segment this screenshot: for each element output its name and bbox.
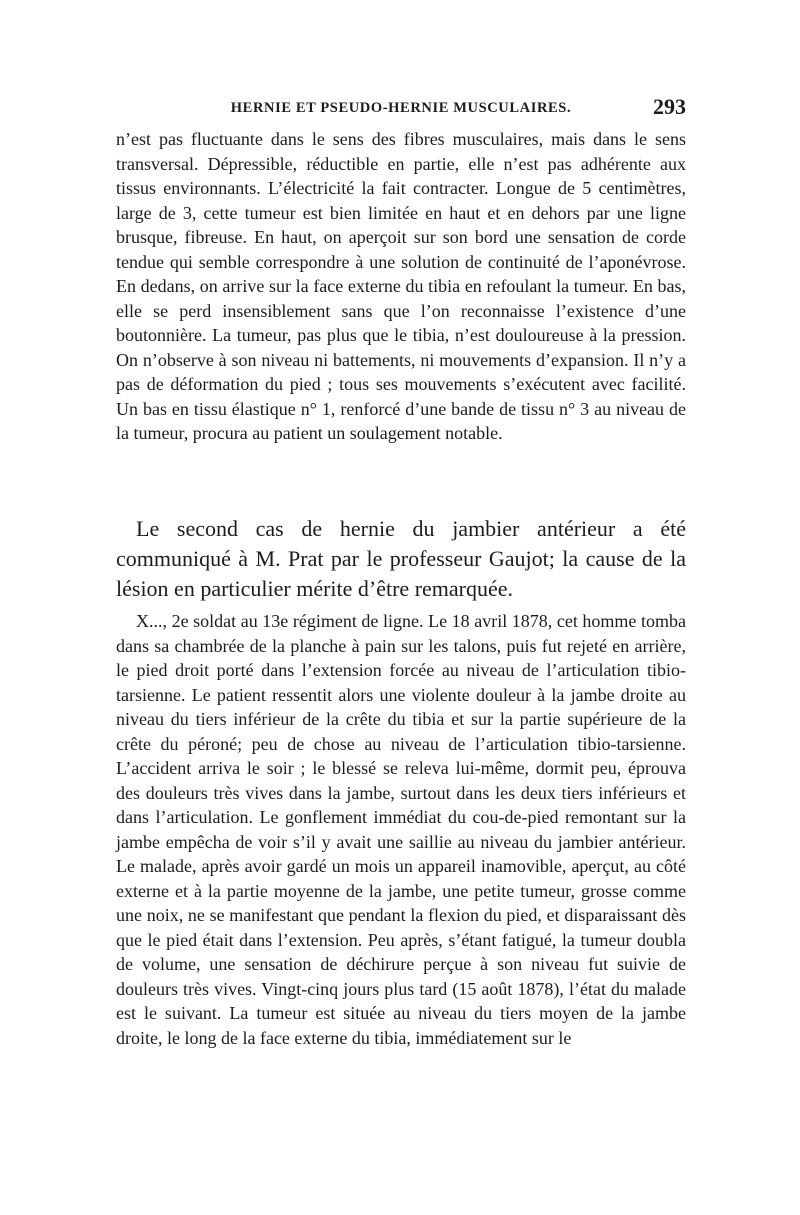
paragraph: Le second cas de hernie du jambier antérieur a été communiqué à M. Prat par le professeur Gaujot; la cause de la lésion en particulier mérite d’être remarquée. <box>116 516 686 601</box>
second-case-introduction <box>116 514 686 604</box>
running-title: HERNIE ET PSEUDO-HERNIE MUSCULAIRES. <box>230 100 572 116</box>
paragraph: X..., 2e soldat au 13e régiment de ligne. Le 18 avril 1878, cet homme tomba dans sa chambrée de la planche à pain sur les talons, puis fut rejeté en arrière, le pied droit porté dans l’extension forcée au niveau de l’articulation tibio-tarsienne. Le patient ressentit alors une violente douleur à la jambe droite au niveau du tiers inférieur de la crête du tibia et sur la partie supérieure de la crête du péroné; peu de chose au niveau de l’articulation tibio-tarsienne. L’accident arriva le soir ; le blessé se releva lui-même, dormit peu, éprouva des douleurs très vives dans la jambe, surtout dans les deux tiers inférieurs et dans l’articulation. Le gonflement immédiat du cou-de-pied remontant sur la jambe empêcha de voir s’il y avait une saillie au niveau du jambier antérieur. Le malade, après avoir gardé un mois un appareil inamovible, aperçut, au côté externe et à la partie moyenne de la jambe, une petite tumeur, grosse comme une noix, ne se manifestant que pendant la flexion du pied, et disparaissant dès que le pied était dans l’extension. Peu après, s’étant fatigué, la tumeur doubla de volume, une sensation de déchirure perçue à son niveau fut suivie de douleurs très vives. Vingt-cinq jours plus tard (15 août 1878), l’état du malade est le suivant. La tumeur est située au niveau du tiers moyen de la jambe droite, le long de la face externe du tibia, immédiatement sur le <box>116 611 686 1048</box>
running-header <box>116 92 686 122</box>
case-report-x <box>116 609 686 1050</box>
paragraph: n’est pas fluctuante dans le sens des fibres musculaires, mais dans le sens transversal. Dépressible, réductible en partie, elle n’est pas adhérente aux tissus environnants. L’électricité la fait contracter. Longue de 5 centimètres, large de 3, cette tumeur est bien limitée en haut et en dehors par une ligne brusque, fibreuse. En haut, on aperçoit sur son bord une sensation de corde tendue qui semble correspondre à une solution de continuité de l’aponévrose. En dedans, on arrive sur la face externe du tibia en refoulant la tumeur. En bas, elle se perd insensiblement sans que l’on reconnaisse l’existence d’une boutonnière. La tumeur, pas plus que le tibia, n’est douloureuse à la pression. On n’observe à son niveau ni battements, ni mouvements d’expansion. Il n’y a pas de déformation du pied ; tous ses mouvements s’exécutent avec facilité. Un bas en tissu élastique n° 1, renforcé d’une bande de tissu n° 3 au niveau de la tumeur, procura au patient un soulagement notable. <box>116 129 686 443</box>
case-description-continued <box>116 127 686 446</box>
page-number: 293 <box>653 94 686 119</box>
